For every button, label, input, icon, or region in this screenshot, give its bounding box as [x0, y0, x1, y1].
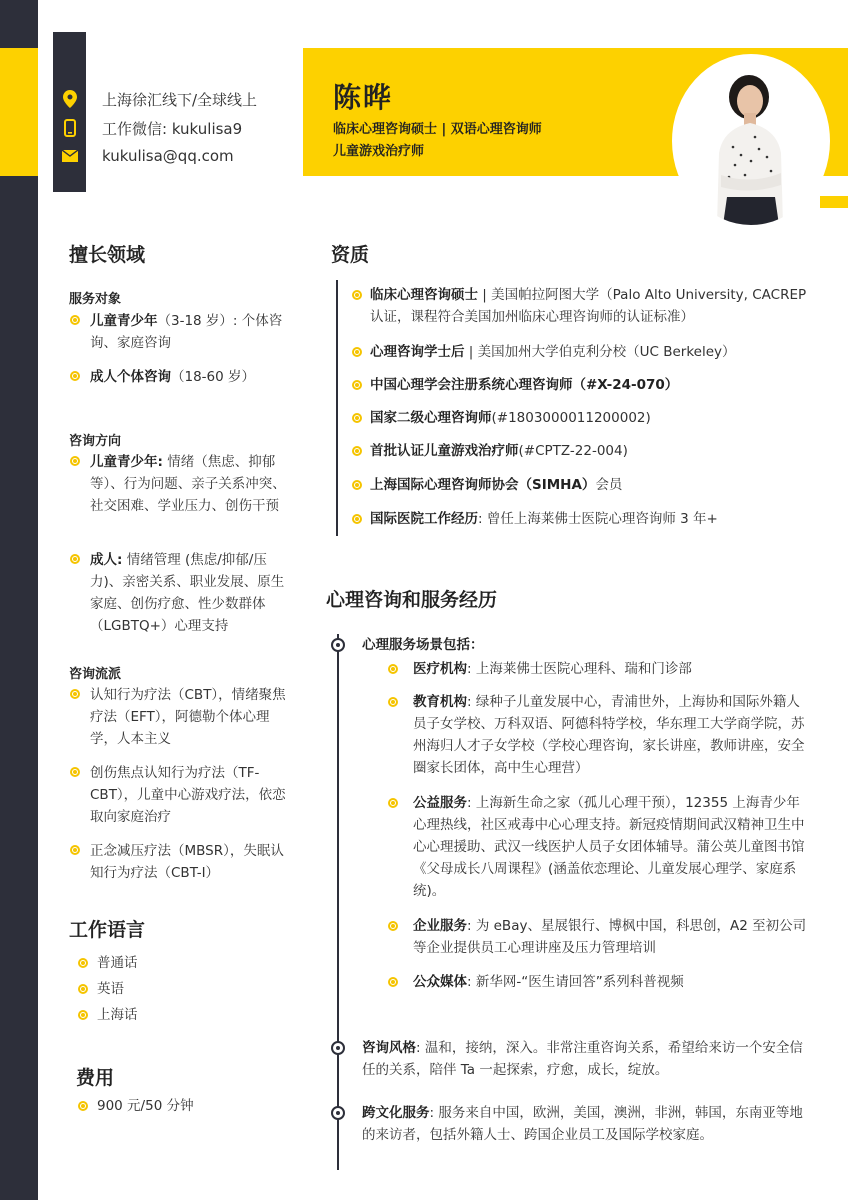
qualification-item: 首批认证儿童游戏治疗师(#CPTZ-22-004): [370, 443, 628, 459]
scene-item: 公众媒体: 新华网-“医生请回答”系列科普视频: [413, 974, 684, 990]
fee-text: 900 元/50 分钟: [97, 1098, 194, 1114]
contact-location: [60, 88, 258, 110]
language-item: 普通话: [97, 955, 138, 971]
profile-photo: [672, 54, 830, 228]
timeline-node: [331, 638, 345, 652]
clients-heading: 服务对象: [69, 292, 122, 307]
qualification-item: 上海国际心理咨询师协会（SIMHA）会员: [370, 477, 623, 493]
directions-heading: 咨询方向: [69, 434, 122, 449]
direction-item: 成人: 情绪管理 (焦虑/抑郁/压力)、亲密关系、职业发展、原生家庭、创伤疗愈、性少数群体（LGBTQ+）心理支持: [90, 552, 285, 634]
bullet-icon: [78, 1010, 88, 1020]
bullet-icon: [70, 767, 80, 777]
bullet-icon: [352, 290, 362, 300]
bullet-icon: [352, 347, 362, 357]
bullet-icon: [388, 798, 398, 808]
scenes-heading: 心理服务场景包括：: [362, 637, 484, 653]
consulting-style: 咨询风格: 温和，接纳，深入。非常注重咨询关系，希望给来访一个安全信任的关系，陪伴 Ta 一起探索，疗愈，成长，绽放。: [362, 1040, 803, 1078]
mail-icon: [60, 146, 80, 166]
bullet-icon: [70, 554, 80, 564]
schools-heading: 咨询流派: [69, 667, 122, 682]
experience-title: 心理咨询和服务经历: [326, 589, 498, 611]
bullet-icon: [352, 413, 362, 423]
qualifications-timeline-line: [336, 280, 338, 536]
bullet-icon: [70, 845, 80, 855]
experience-timeline-line: [337, 634, 339, 1170]
qualification-item: 中国心理学会注册系统心理咨询师（#X-24-070）: [370, 377, 679, 393]
language-item: 英语: [97, 981, 124, 997]
qualification-item: 心理咨询学士后 | 美国加州大学伯克利分校（UC Berkeley）: [370, 344, 736, 360]
bullet-icon: [70, 456, 80, 466]
bullet-icon: [352, 480, 362, 490]
school-item: 认知行为疗法（CBT），情绪聚焦疗法（EFT），阿德勒个体心理学，人本主义: [90, 687, 286, 747]
bullet-icon: [78, 1101, 88, 1111]
school-item: 正念减压疗法（MBSR），失眠认知行为疗法（CBT-I）: [90, 843, 284, 881]
bullet-icon: [388, 664, 398, 674]
expertise-title: 擅长领域: [69, 244, 146, 266]
qualification-item: 国家二级心理咨询师(#1803000011200002): [370, 410, 651, 426]
cross-cultural-service: 跨文化服务: 服务来自中国，欧洲，美国，澳洲，非洲，韩国，东南亚等地的来访者，包括外籍人士、跨国企业员工及国际学校家庭。: [362, 1105, 803, 1143]
left-dark-bar: [0, 0, 38, 1200]
school-item: 创伤焦点认知行为疗法（TF-CBT），儿童中心游戏疗法，依恋取向家庭治疗: [90, 765, 286, 825]
bullet-icon: [70, 689, 80, 699]
phone-icon: [60, 118, 80, 138]
qualifications-title: 资质: [331, 244, 370, 266]
timeline-node: [331, 1106, 345, 1120]
header-accent-strip: [820, 196, 848, 208]
contact-wechat: [60, 117, 243, 139]
fee-title: 费用: [76, 1067, 115, 1089]
bullet-icon: [388, 977, 398, 987]
person-name: 陈晔: [333, 81, 394, 114]
bullet-icon: [388, 697, 398, 707]
bullet-icon: [388, 921, 398, 931]
qualification-item: 国际医院工作经历: 曾任上海莱佛士医院心理咨询师 3 年+: [370, 511, 718, 527]
wechat-text: 工作微信: kukulisa9: [102, 119, 243, 138]
bullet-icon: [352, 514, 362, 524]
contact-accent-block: [53, 32, 86, 192]
client-item: 成人个体咨询（18-60 岁）: [90, 369, 256, 385]
location-text: 上海徐汇线下/全球线上: [102, 90, 258, 109]
language-item: 上海话: [97, 1007, 138, 1023]
scene-item: 企业服务: 为 eBay、星展银行、博枫中国，科思创，A2 至初公司等企业提供员工心理讲座及压力管理培训: [413, 918, 807, 956]
bullet-icon: [70, 315, 80, 325]
location-pin-icon: [60, 89, 80, 109]
language-title: 工作语言: [69, 919, 146, 941]
title-line-1: 临床心理咨询硕士 | 双语心理咨询师: [333, 122, 542, 137]
bullet-icon: [78, 958, 88, 968]
scene-item: 公益服务: 上海新生命之家（孤儿心理干预），12355 上海青少年心理热线，社区戒毒中心心理支持。新冠疫情期间武汉精神卫生中心心理援助、武汉一线医护人员子女团体辅导。蒲公英儿童图书馆《父母成长八周课程》(涵盖依恋理论、儿童发展心理学、家庭系统)。: [413, 795, 805, 899]
left-yellow-bar: [0, 48, 38, 176]
scene-item: 医疗机构: 上海莱佛士医院心理科、瑞和门诊部: [413, 661, 692, 677]
scene-item: 教育机构: 绿种子儿童发展中心，青浦世外，上海协和国际外籍人员子女学校、万科双语、阿德科特学校，华东理工大学商学院，苏州海归人才子女学校（学校心理咨询，家长讲座，教师讲座，安全圈家长团体，高中生心理营）: [413, 694, 805, 776]
direction-item: 儿童青少年: 情绪（焦虑、抑郁等）、行为问题、亲子关系冲突、社交困难、学业压力、创伤干预: [90, 454, 286, 514]
bullet-icon: [352, 446, 362, 456]
qualification-item: 临床心理咨询硕士 | 美国帕拉阿图大学（Palo Alto University, CACREP 认证，课程符合美国加州临床心理咨询师的认证标准）: [370, 287, 807, 325]
title-line-2: 儿童游戏治疗师: [333, 144, 425, 159]
contact-email: [60, 145, 234, 167]
timeline-node: [331, 1041, 345, 1055]
email-text[interactable]: kukulisa@qq.com: [102, 147, 234, 165]
bullet-icon: [352, 380, 362, 390]
bullet-icon: [70, 371, 80, 381]
client-item: 儿童青少年（3-18 岁）: 个体咨询、家庭咨询: [90, 313, 283, 351]
bullet-icon: [78, 984, 88, 994]
